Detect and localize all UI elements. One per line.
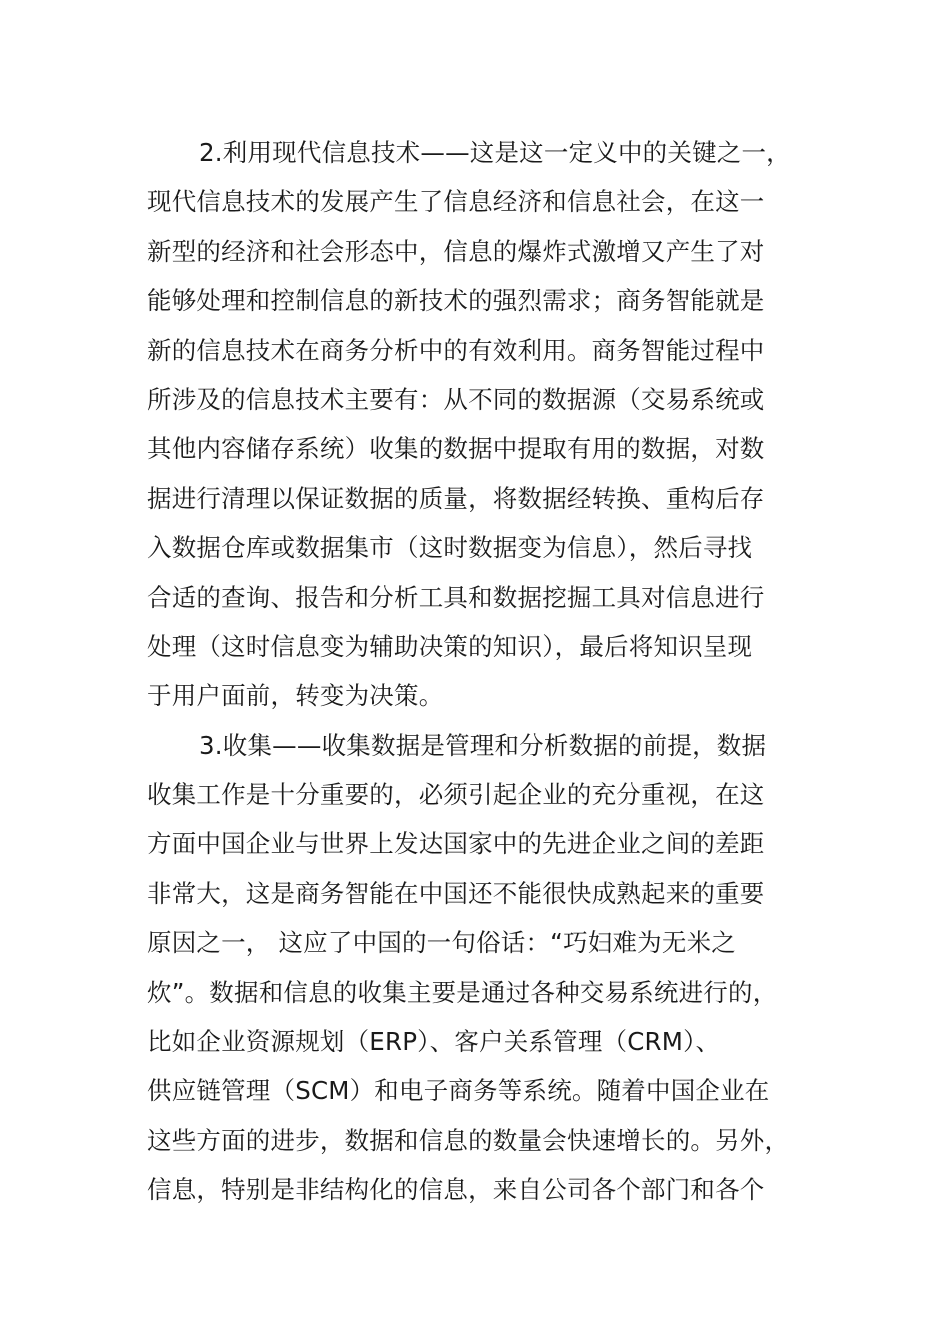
text-line: 收集工作是十分重要的，必须引起企业的充分重视，在这 xyxy=(147,780,765,810)
text-line: 合适的查询、报告和分析工具和数据挖掘工具对信息进行 xyxy=(147,582,765,612)
text-line: 入数据仓库或数据集市（这时数据变为信息），然后寻找 xyxy=(147,533,753,563)
text-line: 所涉及的信息技术主要有：从不同的数据源（交易系统或 xyxy=(147,384,765,414)
text-line: 3.收集——收集数据是管理和分析数据的前提，数据 xyxy=(199,730,767,760)
text-line: 2.利用现代信息技术——这是这一定义中的关键之一， xyxy=(199,138,791,167)
text-line: 非常大，这是商务智能在中国还不能很快成熟起来的重要 xyxy=(147,878,765,908)
text-line: 其他内容储存系统）收集的数据中提取有用的数据，对数 xyxy=(147,434,765,464)
text-line: 据进行清理以保证数据的质量，将数据经转换、重构后存 xyxy=(147,483,765,513)
body-text xyxy=(147,128,802,1215)
text-line: 原因之一， 这应了中国的一句俗话：“巧妇难为无米之 xyxy=(147,928,736,958)
text-line: 这些方面的进步，数据和信息的数量会快速增长的。另外， xyxy=(147,1125,790,1155)
text-line: 新型的经济和社会形态中，信息的爆炸式激增又产生了对 xyxy=(147,236,765,266)
text-line: 处理（这时信息变为辅助决策的知识），最后将知识呈现 xyxy=(147,631,753,661)
text-line: 能够处理和控制信息的新技术的强烈需求；商务智能就是 xyxy=(147,286,765,316)
text-line: 供应链管理（SCM）和电子商务等系统。随着中国企业在 xyxy=(147,1076,770,1106)
text-line: 现代信息技术的发展产生了信息经济和信息社会，在这一 xyxy=(147,187,765,217)
text-line: 信息，特别是非结构化的信息，来自公司各个部门和各个 xyxy=(147,1175,765,1205)
text-line: 于用户面前，转变为决策。 xyxy=(147,681,444,711)
text-line: 新的信息技术在商务分析中的有效利用。商务智能过程中 xyxy=(147,335,765,365)
text-line: 炊”。数据和信息的收集主要是通过各种交易系统进行的， xyxy=(147,977,778,1007)
text-line: 比如企业资源规划（ERP）、客户关系管理（CRM）、 xyxy=(147,1027,721,1057)
text-line: 方面中国企业与世界上发达国家中的先进企业之间的差距 xyxy=(147,829,765,859)
